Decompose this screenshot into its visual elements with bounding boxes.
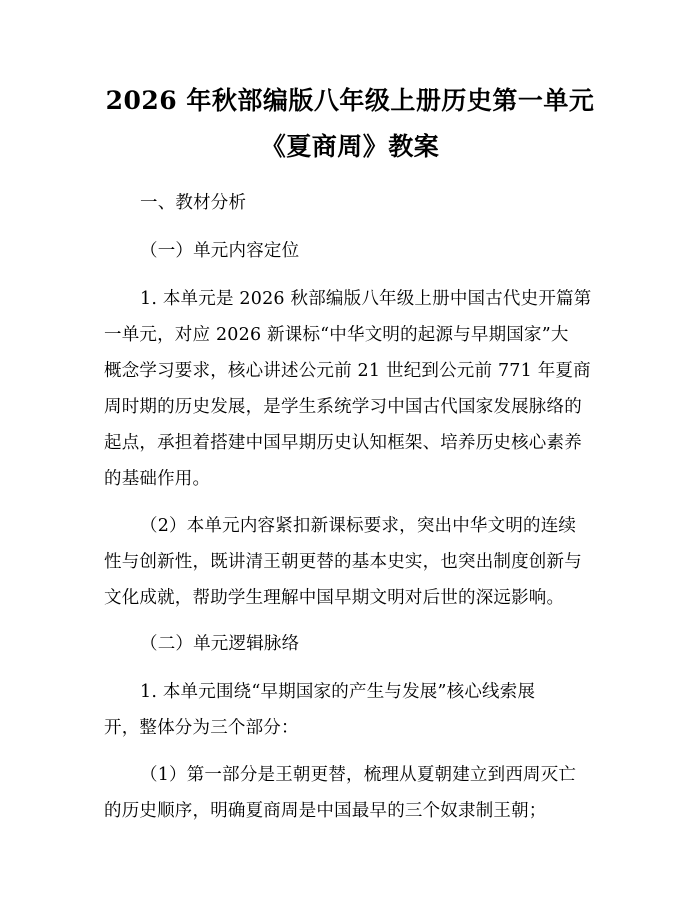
paragraph-line: 开，整体分为三个部分： xyxy=(104,718,299,738)
paragraph-line: 的基础作用。 xyxy=(104,469,211,489)
document-title-line-1: 2026 年秋部编版八年级上册历史第一单元 xyxy=(105,86,595,115)
section-heading-textbook-analysis: 一、教材分析 xyxy=(140,193,247,213)
paragraph-line: 起点，承担着搭建中国早期历史认知框架、培养历史核心素养 xyxy=(104,433,582,453)
paragraph-line: 的历史顺序，明确夏商周是中国最早的三个奴隶制王朝； xyxy=(104,801,547,821)
paragraph-line: 性与创新性，既讲清王朝更替的基本史实，也突出制度创新与 xyxy=(104,552,582,572)
paragraph-line: 1. 本单元是 2026 秋部编版八年级上册中国古代史开篇第 xyxy=(140,289,592,309)
paragraph-line: （2）本单元内容紧扣新课标要求，突出中华文明的连续 xyxy=(140,516,577,536)
paragraph-line: 周时期的历史发展，是学生系统学习中国古代国家发展脉络的 xyxy=(104,397,582,417)
paragraph-line: 文化成就，帮助学生理解中国早期文明对后世的深远影响。 xyxy=(104,588,565,608)
subsection-heading-unit-positioning: （一）单元内容定位 xyxy=(140,241,300,261)
document-title-line-2: 《夏商周》教案 xyxy=(260,132,440,161)
paragraph-line: 概念学习要求，核心讲述公元前 21 世纪到公元前 771 年夏商 xyxy=(104,361,591,381)
subsection-heading-unit-logic: （二）单元逻辑脉络 xyxy=(140,634,300,654)
paragraph-line: 1. 本单元围绕“早期国家的产生与发展”核心线索展 xyxy=(140,682,536,702)
paragraph-line: 一单元，对应 2026 新课标“中华文明的起源与早期国家”大 xyxy=(104,325,569,345)
paragraph-line: （1）第一部分是王朝更替，梳理从夏朝建立到西周灭亡 xyxy=(140,765,577,785)
